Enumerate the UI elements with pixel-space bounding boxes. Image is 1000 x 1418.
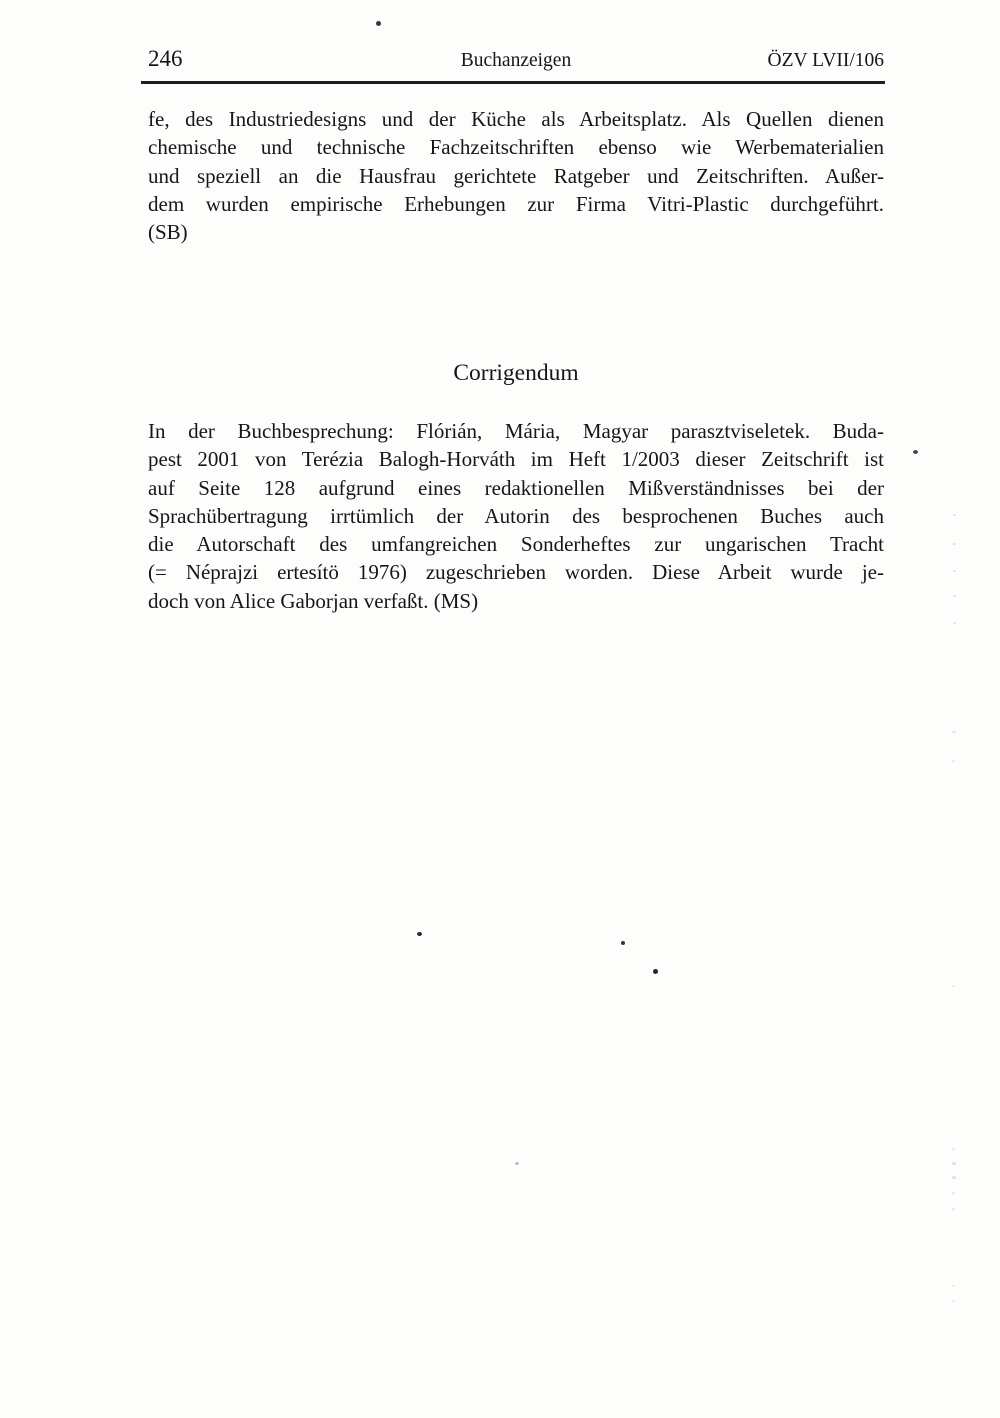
scan-speck [952,731,956,733]
scan-speck [621,941,625,945]
scan-speck [953,595,956,597]
text-line: (= Néprajzi ertesítö 1976) zugeschrieben worden. Diese Arbeit wurde je- [148,560,884,585]
text-line: chemische und technische Fachzeitschriften ebenso wie Werbematerialien [148,135,884,160]
text-line: die Autorschaft des umfangreichen Sonderheftes zur ungarischen Tracht [148,532,884,557]
scan-speck [952,1176,956,1179]
scan-speck [952,760,955,762]
text-line: und speziell an die Hausfrau gerichtete Ratgeber und Zeitschriften. Außer- [148,163,884,188]
scan-speck [952,1208,955,1210]
section-running-title: Buchanzeigen [460,50,572,71]
text-line: fe, des Industriedesigns und der Küche als Arbeitsplatz. Als Quellen dienen [148,107,884,131]
scan-speck [913,450,918,454]
scan-speck [953,514,956,516]
text-line: doch von Alice Gaborjan verfaßt. (MS) [148,588,479,613]
header-rule [141,81,885,84]
scan-speck [953,622,956,624]
text-line: pest 2001 von Terézia Balogh-Horváth im Heft 1/2003 dieser Zeitschrift ist [148,447,884,472]
scan-speck [952,1285,955,1287]
text-line: dem wurden empirische Erhebungen zur Firma Vitri-Plastic durchgeführt. [148,191,884,216]
corrigendum-heading: Corrigendum [453,360,579,386]
text-line: auf Seite 128 aufgrund eines redaktionellen Mißverständnisses bei der [148,475,884,500]
text-line: (SB) [148,220,188,245]
scan-speck [376,21,381,26]
scan-speck [515,1162,519,1165]
scan-speck [952,1148,955,1150]
scan-speck [952,1300,955,1302]
scan-speck [653,969,658,974]
paragraph-corrigendum [148,417,884,615]
scan-speck [952,1192,955,1194]
scan-speck [952,985,955,987]
scan-speck [952,1162,956,1165]
page-number: 246 [148,46,183,71]
scan-speck [417,932,422,936]
text-line: Sprachübertragung irrtümlich der Autorin des besprochenen Buches auch [148,503,884,528]
scan-speck [953,543,956,545]
journal-issue-label: ÖZV LVII/106 [767,50,884,71]
scan-speck [953,570,956,572]
paragraph-book-notice [148,105,884,246]
running-head [148,44,884,76]
text-line: In der Buchbesprechung: Flórián, Mária, Magyar parasztviseletek. Buda- [148,419,884,443]
